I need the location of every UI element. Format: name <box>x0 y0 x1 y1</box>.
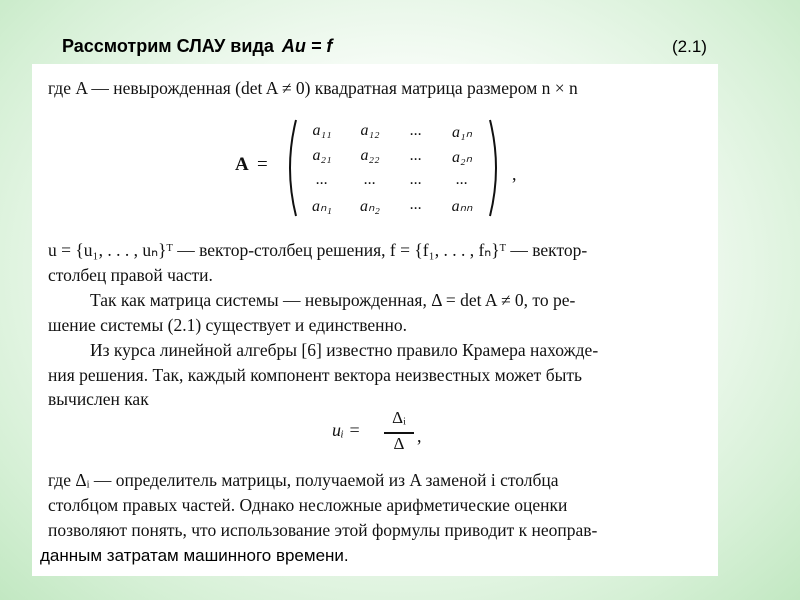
matrix-cell: a₂ₙ <box>452 149 472 166</box>
matrix-cell: ... <box>410 196 422 213</box>
formula-denominator: Δ <box>393 434 405 453</box>
title-prefix: Рассмотрим СЛАУ вида <box>62 36 274 56</box>
matrix-cell: ... <box>410 147 422 164</box>
formula-comma: , <box>417 426 422 446</box>
equation-number: (2.1) <box>672 37 707 56</box>
left-paren-icon <box>282 118 298 218</box>
matrix-cell: ... <box>364 171 376 188</box>
formula-numerator: Δᵢ <box>392 408 406 427</box>
matrix-cell: ... <box>410 171 422 188</box>
text-line-9: где Δᵢ — определитель матрицы, получаемой из A заменой i столбца <box>48 470 559 490</box>
matrix-cell: a₂₁ <box>312 147 332 164</box>
title-equation: Au = f <box>281 36 333 56</box>
footer-text: данным затратам машинного времени. <box>40 546 349 565</box>
text-line-6: Из курса линейной алгебры [6] известно правило Крамера нахожде- <box>90 340 599 360</box>
text-line-4: Так как матрица системы — невырожденная, Δ = det A ≠ 0, то ре- <box>90 290 576 310</box>
text-line-10: столбцом правых частей. Однако несложные арифметические оценки <box>48 495 568 515</box>
matrix-cell: aₙ₂ <box>360 198 380 215</box>
text-line-2: u = {u₁, . . . , uₙ}ᵀ — вектор-столбец решения, f = {f₁, . . . , fₙ}ᵀ — вектор- <box>48 240 588 260</box>
matrix-cell: ... <box>456 171 468 188</box>
matrix-cell: a₁₂ <box>360 122 380 139</box>
scanned-page <box>32 64 718 576</box>
text-line-5: шение системы (2.1) существует и единственно. <box>48 315 408 335</box>
text-line-7: ния решения. Так, каждый компонент вектора неизвестных может быть <box>48 365 582 385</box>
matrix-cell: aₙ₁ <box>312 198 332 215</box>
matrix-equals: = <box>257 154 268 175</box>
matrix-cell: aₙₙ <box>451 198 473 215</box>
matrix-cell: a₁₁ <box>312 122 332 139</box>
right-paren-icon <box>488 118 504 218</box>
matrix-lhs: A <box>235 154 249 175</box>
text-line-8: вычислен как <box>48 389 149 409</box>
matrix-cell: a₂₂ <box>360 147 380 164</box>
formula-lhs: uᵢ = <box>332 420 361 440</box>
text-line-3: столбец правой части. <box>48 265 213 285</box>
text-line-1: где A — невырожденная (det A ≠ 0) квадратная матрица размером n × n <box>48 78 578 98</box>
slide-title <box>62 36 332 57</box>
text-line-11: позволяют понять, что использование этой формулы приводит к неоправ- <box>48 520 598 540</box>
matrix-cell: ... <box>410 122 422 139</box>
matrix-cell: ... <box>316 171 328 188</box>
matrix-comma: , <box>512 164 517 184</box>
matrix-cell: a₁ₙ <box>452 124 472 141</box>
